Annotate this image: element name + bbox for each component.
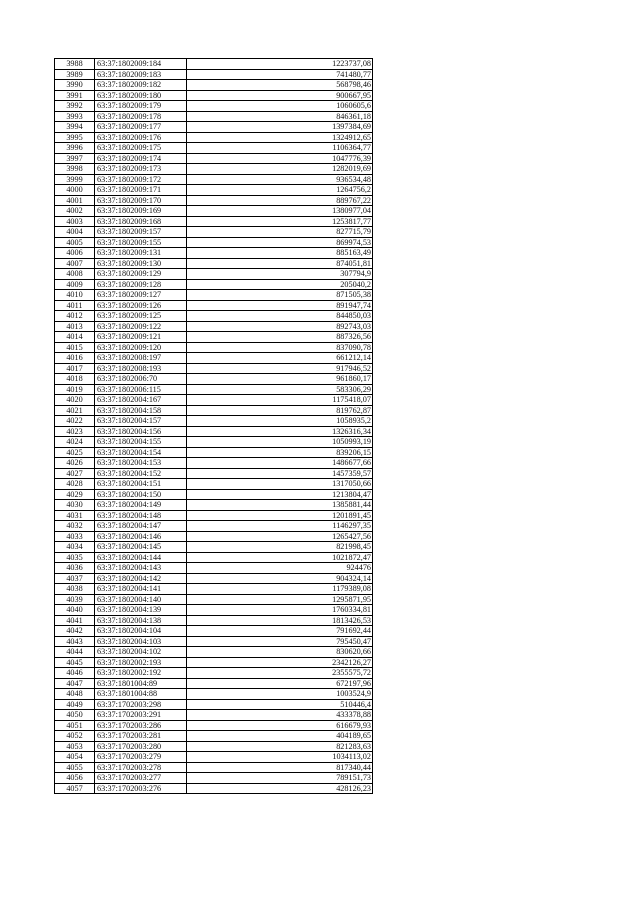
value-cell: 1175418,07 [187, 395, 373, 406]
table-row [55, 773, 373, 784]
table-row [55, 752, 373, 763]
table-row [55, 258, 373, 269]
table-row [55, 447, 373, 458]
row-number-cell: 4001 [55, 195, 95, 206]
row-number-cell: 4019 [55, 384, 95, 395]
value-cell: 1397384,69 [187, 122, 373, 133]
value-cell: 1295871,95 [187, 594, 373, 605]
value-cell: 961860,17 [187, 374, 373, 385]
cadastral-number-cell: 63:37:1802004:151 [95, 479, 187, 490]
table-row [55, 458, 373, 469]
row-number-cell: 4016 [55, 353, 95, 364]
row-number-cell: 4052 [55, 731, 95, 742]
table-row [55, 594, 373, 605]
value-cell: 821998,45 [187, 542, 373, 553]
row-number-cell: 4009 [55, 279, 95, 290]
value-cell: 2342126,27 [187, 657, 373, 668]
cadastral-number-cell: 63:37:1802004:145 [95, 542, 187, 553]
cadastral-number-cell: 63:37:1802009:180 [95, 90, 187, 101]
value-cell: 1385881,44 [187, 500, 373, 511]
cadastral-number-cell: 63:37:1802009:179 [95, 101, 187, 112]
row-number-cell: 4047 [55, 678, 95, 689]
table-row [55, 563, 373, 574]
table-row [55, 657, 373, 668]
cadastral-number-cell: 63:37:1802004:142 [95, 573, 187, 584]
table-row [55, 479, 373, 490]
cadastral-number-cell: 63:37:1702003:280 [95, 741, 187, 752]
value-cell: 846361,18 [187, 111, 373, 122]
table-row [55, 531, 373, 542]
row-number-cell: 4045 [55, 657, 95, 668]
cadastral-number-cell: 63:37:1802004:167 [95, 395, 187, 406]
value-cell: 1050993,19 [187, 437, 373, 448]
table-row [55, 647, 373, 658]
cadastral-number-cell: 63:37:1802006:115 [95, 384, 187, 395]
row-number-cell: 3995 [55, 132, 95, 143]
cadastral-number-cell: 63:37:1802009:182 [95, 80, 187, 91]
value-cell: 568798,46 [187, 80, 373, 91]
table-row [55, 573, 373, 584]
table-row [55, 153, 373, 164]
row-number-cell: 4034 [55, 542, 95, 553]
cadastral-number-cell: 63:37:1802006:70 [95, 374, 187, 385]
table-row [55, 122, 373, 133]
row-number-cell: 4024 [55, 437, 95, 448]
value-cell: 1760334,81 [187, 605, 373, 616]
cadastral-number-cell: 63:37:1801004:88 [95, 689, 187, 700]
cadastral-number-cell: 63:37:1802009:129 [95, 269, 187, 280]
table-row [55, 584, 373, 595]
row-number-cell: 4000 [55, 185, 95, 196]
row-number-cell: 4018 [55, 374, 95, 385]
cadastral-number-cell: 63:37:1802009:169 [95, 206, 187, 217]
cadastral-number-cell: 63:37:1802009:131 [95, 248, 187, 259]
value-cell: 1106364,77 [187, 143, 373, 154]
row-number-cell: 3993 [55, 111, 95, 122]
row-number-cell: 4030 [55, 500, 95, 511]
cadastral-number-cell: 63:37:1702003:276 [95, 783, 187, 794]
row-number-cell: 4057 [55, 783, 95, 794]
cadastral-number-cell: 63:37:1802009:125 [95, 311, 187, 322]
table-row [55, 542, 373, 553]
value-cell: 936534,48 [187, 174, 373, 185]
row-number-cell: 4002 [55, 206, 95, 217]
row-number-cell: 4026 [55, 458, 95, 469]
value-cell: 817340,44 [187, 762, 373, 773]
cadastral-number-cell: 63:37:1802009:157 [95, 227, 187, 238]
table-row [55, 111, 373, 122]
table-row [55, 552, 373, 563]
row-number-cell: 4050 [55, 710, 95, 721]
row-number-cell: 4020 [55, 395, 95, 406]
value-cell: 1282019,69 [187, 164, 373, 175]
cadastral-number-cell: 63:37:1802004:154 [95, 447, 187, 458]
value-cell: 1813426,53 [187, 615, 373, 626]
row-number-cell: 3999 [55, 174, 95, 185]
row-number-cell: 4023 [55, 426, 95, 437]
row-number-cell: 4017 [55, 363, 95, 374]
value-cell: 791692,44 [187, 626, 373, 637]
cadastral-number-cell: 63:37:1802004:139 [95, 605, 187, 616]
table-row [55, 90, 373, 101]
cadastral-number-cell: 63:37:1802009:122 [95, 321, 187, 332]
table-body [55, 59, 373, 794]
row-number-cell: 4027 [55, 468, 95, 479]
value-cell: 871505,38 [187, 290, 373, 301]
table-row [55, 59, 373, 70]
value-cell: 874051,81 [187, 258, 373, 269]
value-cell: 616679,93 [187, 720, 373, 731]
cadastral-number-cell: 63:37:1802009:173 [95, 164, 187, 175]
table-row [55, 668, 373, 679]
cadastral-number-cell: 63:37:1802009:184 [95, 59, 187, 70]
row-number-cell: 4029 [55, 489, 95, 500]
cadastral-number-cell: 63:37:1802009:127 [95, 290, 187, 301]
cadastral-number-cell: 63:37:1802004:104 [95, 626, 187, 637]
table-row [55, 468, 373, 479]
row-number-cell: 4004 [55, 227, 95, 238]
value-cell: 830620,66 [187, 647, 373, 658]
row-number-cell: 4007 [55, 258, 95, 269]
cadastral-number-cell: 63:37:1702003:277 [95, 773, 187, 784]
table-row [55, 342, 373, 353]
table-row [55, 290, 373, 301]
row-number-cell: 4025 [55, 447, 95, 458]
cadastral-number-cell: 63:37:1802009:178 [95, 111, 187, 122]
value-cell: 885163,49 [187, 248, 373, 259]
table-row [55, 132, 373, 143]
table-row [55, 783, 373, 794]
table-row [55, 69, 373, 80]
cadastral-number-cell: 63:37:1702003:278 [95, 762, 187, 773]
table-row [55, 405, 373, 416]
row-number-cell: 3996 [55, 143, 95, 154]
row-number-cell: 4054 [55, 752, 95, 763]
value-cell: 1179389,08 [187, 584, 373, 595]
table-row [55, 437, 373, 448]
cadastral-number-cell: 63:37:1802002:192 [95, 668, 187, 679]
row-number-cell: 4028 [55, 479, 95, 490]
value-cell: 789151,73 [187, 773, 373, 784]
table-row [55, 699, 373, 710]
row-number-cell: 4033 [55, 531, 95, 542]
cadastral-number-cell: 63:37:1802009:155 [95, 237, 187, 248]
row-number-cell: 4051 [55, 720, 95, 731]
value-cell: 1253817,77 [187, 216, 373, 227]
value-cell: 887326,56 [187, 332, 373, 343]
row-number-cell: 4055 [55, 762, 95, 773]
cadastral-number-cell: 63:37:1802009:175 [95, 143, 187, 154]
value-cell: 821283,63 [187, 741, 373, 752]
cadastral-number-cell: 63:37:1802008:197 [95, 353, 187, 364]
row-number-cell: 4053 [55, 741, 95, 752]
value-cell: 891947,74 [187, 300, 373, 311]
table-row [55, 762, 373, 773]
table-row [55, 174, 373, 185]
table-row [55, 374, 373, 385]
cadastral-number-cell: 63:37:1802004:138 [95, 615, 187, 626]
row-number-cell: 3998 [55, 164, 95, 175]
value-cell: 869974,53 [187, 237, 373, 248]
value-cell: 795450,47 [187, 636, 373, 647]
row-number-cell: 3988 [55, 59, 95, 70]
value-cell: 1317050,66 [187, 479, 373, 490]
cadastral-number-cell: 63:37:1802004:147 [95, 521, 187, 532]
table-row [55, 321, 373, 332]
table-row [55, 227, 373, 238]
value-cell: 1223737,08 [187, 59, 373, 70]
cadastral-number-cell: 63:37:1802009:121 [95, 332, 187, 343]
cadastral-number-cell: 63:37:1801004:89 [95, 678, 187, 689]
value-cell: 428126,23 [187, 783, 373, 794]
table-row [55, 332, 373, 343]
cadastral-number-cell: 63:37:1702003:279 [95, 752, 187, 763]
value-cell: 1324912,65 [187, 132, 373, 143]
cadastral-number-cell: 63:37:1802009:126 [95, 300, 187, 311]
value-cell: 904324,14 [187, 573, 373, 584]
cadastral-value-table [54, 58, 373, 794]
cadastral-number-cell: 63:37:1802004:144 [95, 552, 187, 563]
cadastral-number-cell: 63:37:1802002:193 [95, 657, 187, 668]
row-number-cell: 3992 [55, 101, 95, 112]
value-cell: 404189,65 [187, 731, 373, 742]
table-row [55, 185, 373, 196]
value-cell: 583306,29 [187, 384, 373, 395]
value-cell: 1326316,34 [187, 426, 373, 437]
value-cell: 924476 [187, 563, 373, 574]
cadastral-number-cell: 63:37:1802004:158 [95, 405, 187, 416]
value-cell: 1047776,39 [187, 153, 373, 164]
table-row [55, 416, 373, 427]
row-number-cell: 4039 [55, 594, 95, 605]
row-number-cell: 4040 [55, 605, 95, 616]
value-cell: 1457359,57 [187, 468, 373, 479]
row-number-cell: 4044 [55, 647, 95, 658]
value-cell: 1021872,47 [187, 552, 373, 563]
table-row [55, 626, 373, 637]
value-cell: 741480,77 [187, 69, 373, 80]
cadastral-number-cell: 63:37:1702003:281 [95, 731, 187, 742]
cadastral-number-cell: 63:37:1802009:172 [95, 174, 187, 185]
value-cell: 2355575,72 [187, 668, 373, 679]
table-row [55, 101, 373, 112]
table-row [55, 237, 373, 248]
cadastral-number-cell: 63:37:1802009:130 [95, 258, 187, 269]
row-number-cell: 4031 [55, 510, 95, 521]
table-row [55, 678, 373, 689]
table-row [55, 143, 373, 154]
cadastral-number-cell: 63:37:1802009:170 [95, 195, 187, 206]
table-row [55, 363, 373, 374]
cadastral-number-cell: 63:37:1802004:153 [95, 458, 187, 469]
table-row [55, 615, 373, 626]
table-row [55, 710, 373, 721]
cadastral-number-cell: 63:37:1802008:193 [95, 363, 187, 374]
value-cell: 1201891,45 [187, 510, 373, 521]
table-row [55, 741, 373, 752]
cadastral-number-cell: 63:37:1802009:120 [95, 342, 187, 353]
value-cell: 307794,9 [187, 269, 373, 280]
table-row [55, 426, 373, 437]
row-number-cell: 3991 [55, 90, 95, 101]
row-number-cell: 4038 [55, 584, 95, 595]
value-cell: 889767,22 [187, 195, 373, 206]
value-cell: 1034113,02 [187, 752, 373, 763]
cadastral-number-cell: 63:37:1802004:156 [95, 426, 187, 437]
row-number-cell: 4036 [55, 563, 95, 574]
table-row [55, 521, 373, 532]
cadastral-number-cell: 63:37:1802004:155 [95, 437, 187, 448]
row-number-cell: 4022 [55, 416, 95, 427]
value-cell: 1003524,9 [187, 689, 373, 700]
cadastral-number-cell: 63:37:1802009:174 [95, 153, 187, 164]
table-row [55, 731, 373, 742]
cadastral-number-cell: 63:37:1702003:291 [95, 710, 187, 721]
value-cell: 1213804,47 [187, 489, 373, 500]
row-number-cell: 4032 [55, 521, 95, 532]
table-row [55, 164, 373, 175]
cadastral-number-cell: 63:37:1702003:286 [95, 720, 187, 731]
value-cell: 917946,52 [187, 363, 373, 374]
cadastral-number-cell: 63:37:1802009:128 [95, 279, 187, 290]
cadastral-number-cell: 63:37:1802004:157 [95, 416, 187, 427]
table-row [55, 216, 373, 227]
row-number-cell: 4048 [55, 689, 95, 700]
value-cell: 892743,03 [187, 321, 373, 332]
value-cell: 672197,96 [187, 678, 373, 689]
cadastral-number-cell: 63:37:1802004:149 [95, 500, 187, 511]
cadastral-number-cell: 63:37:1802009:177 [95, 122, 187, 133]
value-cell: 819762,87 [187, 405, 373, 416]
row-number-cell: 4043 [55, 636, 95, 647]
row-number-cell: 3990 [55, 80, 95, 91]
value-cell: 1265427,56 [187, 531, 373, 542]
row-number-cell: 4049 [55, 699, 95, 710]
table-row [55, 500, 373, 511]
cadastral-number-cell: 63:37:1702003:298 [95, 699, 187, 710]
table-row [55, 636, 373, 647]
value-cell: 1060605,6 [187, 101, 373, 112]
cadastral-number-cell: 63:37:1802004:103 [95, 636, 187, 647]
cadastral-number-cell: 63:37:1802004:140 [95, 594, 187, 605]
cadastral-number-cell: 63:37:1802004:148 [95, 510, 187, 521]
value-cell: 1380977,04 [187, 206, 373, 217]
row-number-cell: 4012 [55, 311, 95, 322]
cadastral-number-cell: 63:37:1802009:176 [95, 132, 187, 143]
row-number-cell: 4015 [55, 342, 95, 353]
value-cell: 510446,4 [187, 699, 373, 710]
cadastral-number-cell: 63:37:1802004:152 [95, 468, 187, 479]
cadastral-number-cell: 63:37:1802004:150 [95, 489, 187, 500]
value-cell: 837090,78 [187, 342, 373, 353]
row-number-cell: 3994 [55, 122, 95, 133]
row-number-cell: 4046 [55, 668, 95, 679]
value-cell: 1486677,66 [187, 458, 373, 469]
cadastral-number-cell: 63:37:1802009:183 [95, 69, 187, 80]
table-row [55, 489, 373, 500]
row-number-cell: 4010 [55, 290, 95, 301]
row-number-cell: 4037 [55, 573, 95, 584]
row-number-cell: 4003 [55, 216, 95, 227]
row-number-cell: 4011 [55, 300, 95, 311]
row-number-cell: 4035 [55, 552, 95, 563]
cadastral-number-cell: 63:37:1802009:171 [95, 185, 187, 196]
table-row [55, 605, 373, 616]
table-row [55, 80, 373, 91]
cadastral-number-cell: 63:37:1802004:102 [95, 647, 187, 658]
value-cell: 827715,79 [187, 227, 373, 238]
value-cell: 661212,14 [187, 353, 373, 364]
table-row [55, 311, 373, 322]
row-number-cell: 4005 [55, 237, 95, 248]
row-number-cell: 4013 [55, 321, 95, 332]
table-row [55, 720, 373, 731]
cadastral-number-cell: 63:37:1802004:146 [95, 531, 187, 542]
row-number-cell: 4041 [55, 615, 95, 626]
cadastral-number-cell: 63:37:1802004:143 [95, 563, 187, 574]
cadastral-number-cell: 63:37:1802009:168 [95, 216, 187, 227]
table-row [55, 279, 373, 290]
row-number-cell: 3989 [55, 69, 95, 80]
table-row [55, 353, 373, 364]
value-cell: 1264756,2 [187, 185, 373, 196]
cadastral-number-cell: 63:37:1802004:141 [95, 584, 187, 595]
table-row [55, 300, 373, 311]
value-cell: 839206,15 [187, 447, 373, 458]
row-number-cell: 4056 [55, 773, 95, 784]
row-number-cell: 4008 [55, 269, 95, 280]
row-number-cell: 4021 [55, 405, 95, 416]
table-row [55, 248, 373, 259]
table-row [55, 510, 373, 521]
row-number-cell: 4014 [55, 332, 95, 343]
value-cell: 1058935,2 [187, 416, 373, 427]
row-number-cell: 4006 [55, 248, 95, 259]
value-cell: 900667,95 [187, 90, 373, 101]
value-cell: 205040,2 [187, 279, 373, 290]
table-row [55, 206, 373, 217]
table-row [55, 269, 373, 280]
value-cell: 844850,03 [187, 311, 373, 322]
table-row [55, 195, 373, 206]
value-cell: 433378,88 [187, 710, 373, 721]
table-row [55, 395, 373, 406]
row-number-cell: 4042 [55, 626, 95, 637]
table-row [55, 384, 373, 395]
value-cell: 1146297,35 [187, 521, 373, 532]
table-row [55, 689, 373, 700]
row-number-cell: 3997 [55, 153, 95, 164]
